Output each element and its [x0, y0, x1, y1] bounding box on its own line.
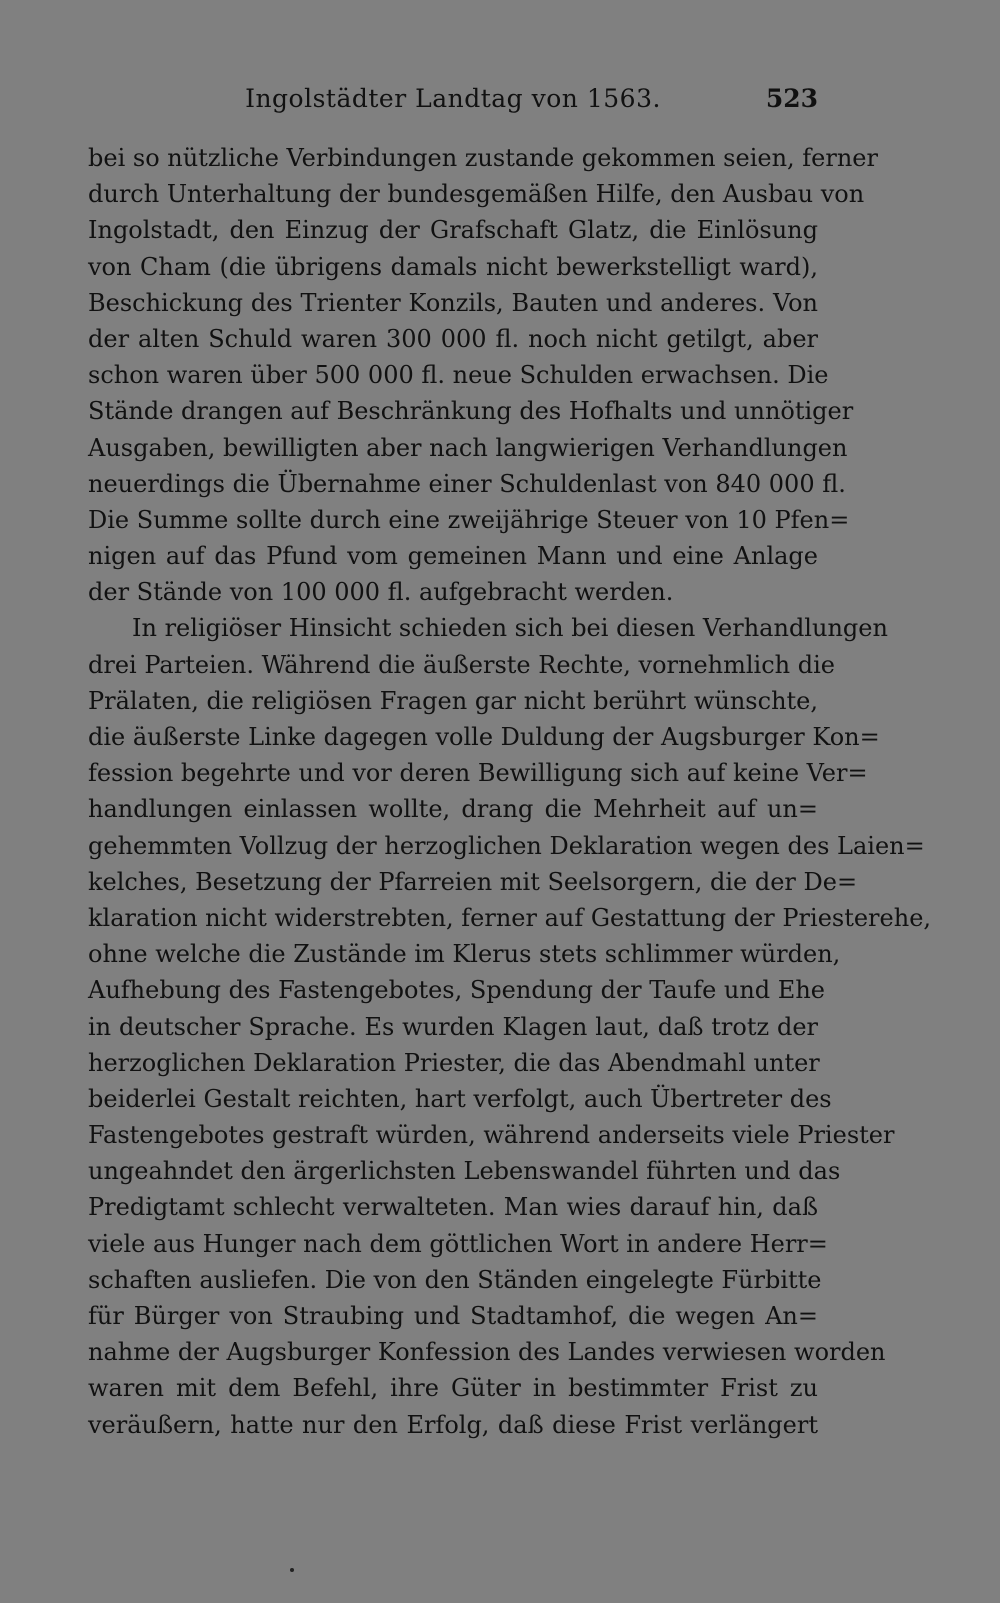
text-line: nahme der Augsburger Konfession des Landes verwiesen worden: [88, 1338, 886, 1367]
text-line: herzoglichen Deklaration Priester, die das Abendmahl unter: [88, 1048, 820, 1077]
text-line: handlungen einlassen wollte, drang die Mehrheit auf un=: [88, 795, 818, 824]
text-line: In religiöser Hinsicht schieden sich bei diesen Verhandlungen: [132, 614, 888, 643]
text-line: durch Unterhaltung der bundesgemäßen Hilfe, den Ausbau von: [88, 180, 865, 209]
text-line: für Bürger von Straubing und Stadtamhof, die wegen An=: [88, 1302, 818, 1330]
text-line: ohne welche die Zustände im Klerus stets schlimmer würden,: [88, 940, 841, 969]
text-line: Prälaten, die religiösen Fragen gar nicht berührt wünschte,: [88, 686, 818, 715]
text-line: schaften ausliefen. Die von den Ständen eingelegte Fürbitte: [88, 1265, 822, 1294]
text-line: schon waren über 500 000 fl. neue Schulden erwachsen. Die: [88, 361, 829, 390]
text-line: die äußerste Linke dagegen volle Duldung der Augsburger Kon=: [88, 723, 880, 751]
text-line: viele aus Hunger nach dem göttlichen Wort in andere Herr=: [88, 1229, 828, 1258]
text-line: Fastengebotes gestraft würden, während anderseits viele Priester: [88, 1121, 895, 1150]
page-number: 523: [765, 84, 818, 113]
text-line: veräußern, hatte nur den Erfolg, daß diese Frist verlängert: [88, 1410, 818, 1439]
paragraph-2: [88, 610, 932, 1442]
text-line: bei so nützliche Verbindungen zustande gekommen seien, ferner: [88, 144, 878, 172]
text-line: waren mit dem Befehl, ihre Güter in bestimmter Frist zu: [88, 1374, 818, 1403]
print-speck: [290, 1568, 294, 1572]
text-line: drei Parteien. Während die äußerste Rechte, vornehmlich die: [88, 650, 835, 679]
text-line: beiderlei Gestalt reichten, hart verfolgt, auch Übertreter des: [88, 1084, 832, 1113]
text-line: klaration nicht widerstrebten, ferner auf Gestattung der Priesterehe,: [88, 903, 932, 932]
text-line: fession begehrte und vor deren Bewilligung sich auf keine Ver=: [88, 759, 868, 788]
text-line: kelches, Besetzung der Pfarreien mit Seelsorgern, die der De=: [88, 867, 858, 896]
text-line: Stände drangen auf Beschränkung des Hofhalts und unnötiger: [88, 397, 854, 426]
paragraph-1: [88, 140, 878, 610]
text-line: Ausgaben, bewilligten aber nach langwierigen Verhandlungen: [88, 433, 848, 462]
body-text: [88, 140, 932, 1443]
text-line: neuerdings die Übernahme einer Schuldenlast von 840 000 fl.: [88, 469, 846, 498]
page-header: [88, 84, 818, 124]
text-line: Ingolstadt, den Einzug der Grafschaft Glatz, die Einlösung: [88, 216, 818, 245]
running-title: Ingolstädter Landtag von 1563.: [245, 84, 661, 113]
text-line: gehemmten Vollzug der herzoglichen Deklaration wegen des Laien=: [88, 831, 925, 860]
text-line: von Cham (die übrigens damals nicht bewerkstelligt ward),: [88, 252, 818, 281]
text-line: in deutscher Sprache. Es wurden Klagen laut, daß trotz der: [88, 1012, 818, 1041]
text-line: nigen auf das Pfund vom gemeinen Mann und eine Anlage: [88, 542, 818, 571]
text-line: der Stände von 100 000 fl. aufgebracht werden.: [88, 578, 674, 607]
text-line: ungeahndet den ärgerlichsten Lebenswandel führten und das: [88, 1157, 841, 1186]
text-line: Aufhebung des Fastengebotes, Spendung der Taufe und Ehe: [88, 976, 825, 1005]
text-line: Predigtamt schlecht verwalteten. Man wies darauf hin, daß: [88, 1193, 818, 1222]
text-line: der alten Schuld waren 300 000 fl. noch nicht getilgt, aber: [88, 324, 818, 353]
text-line: Die Summe sollte durch eine zweijährige Steuer von 10 Pfen=: [88, 505, 850, 534]
text-line: Beschickung des Trienter Konzils, Bauten und anderes. Von: [88, 288, 818, 317]
